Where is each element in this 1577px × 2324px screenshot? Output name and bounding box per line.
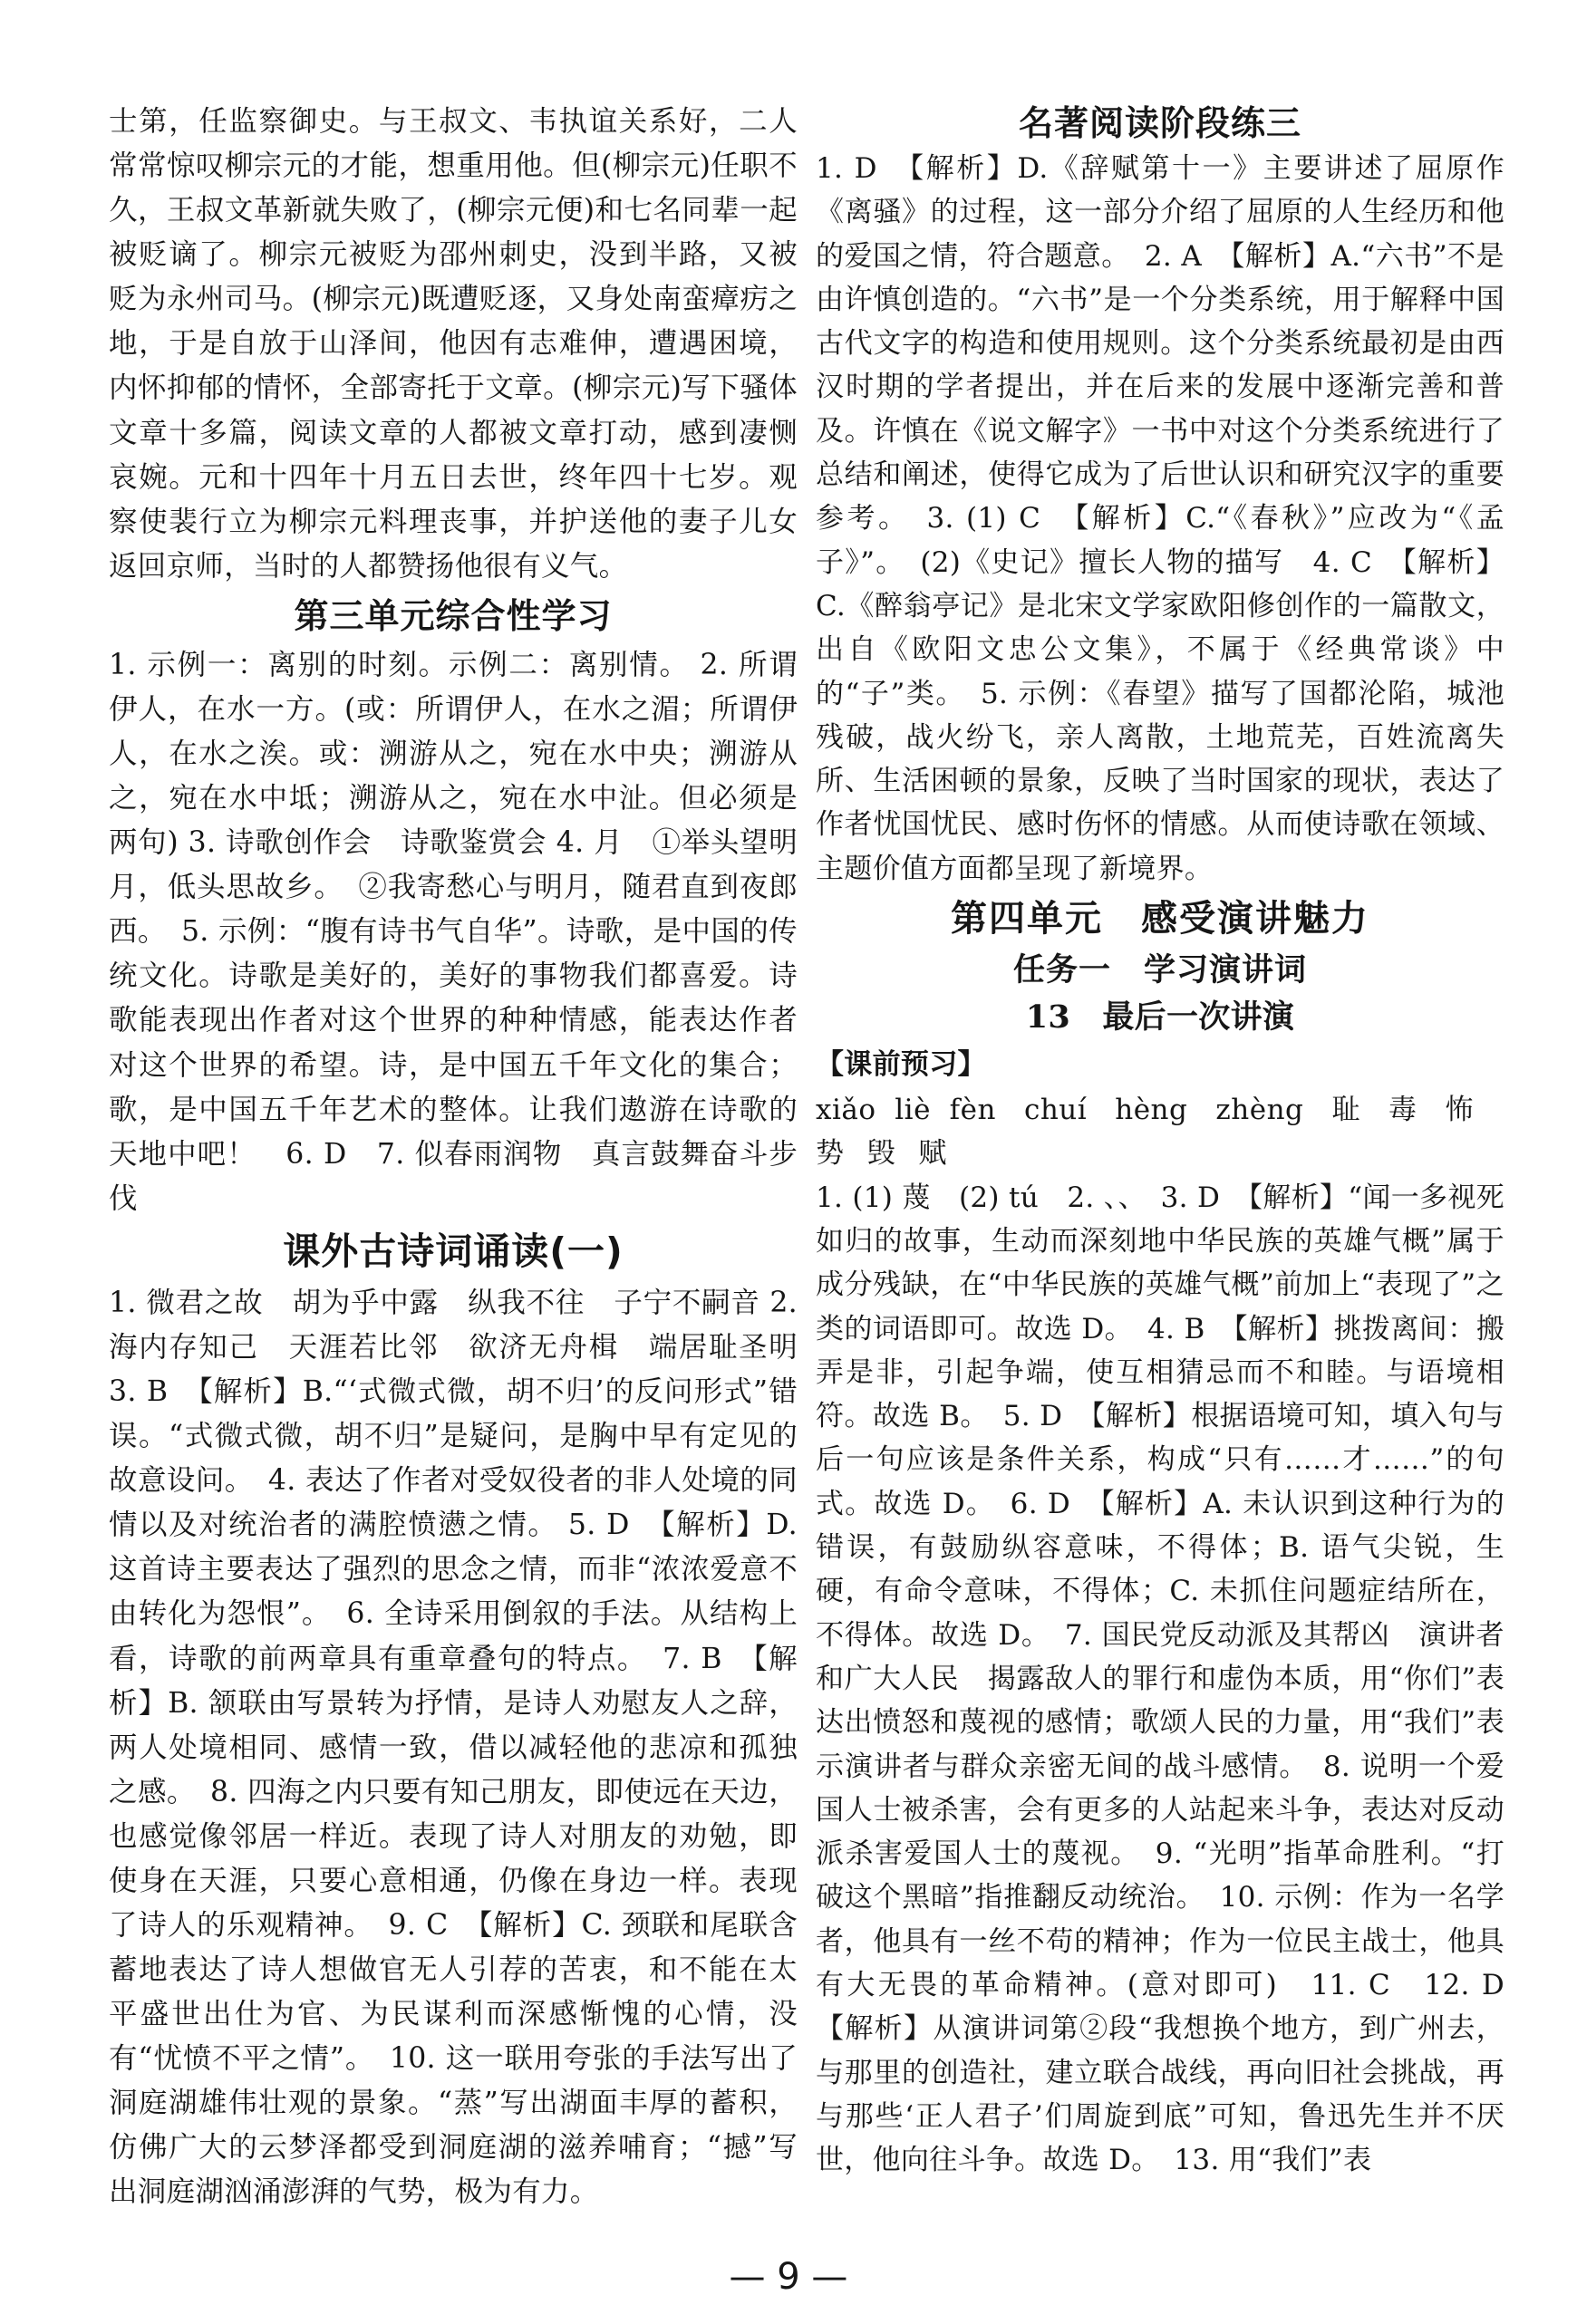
right-column	[816, 100, 1504, 2182]
heading-classics-reading-practice: 名著阅读阶段练三	[1018, 103, 1301, 143]
heading-task1: 任务一 学习演讲词	[1012, 952, 1307, 989]
pinyin-answer-line: xiǎo liè fèn chuí hèng zhèng 耻 毒 怖	[816, 1094, 1475, 1127]
paragraph-lesson13-answers: 1. (1) 蔑 (2) tú 2. 、、 3. D 【解析】“闻一多视死如归的故事，生动而深刻地中华民族的英雄气概”属于成分残缺，在“中华民族的英雄气概”前加上“表现了”之类的词语即可。故选 D。 4. B 【解析】挑拨离间：搬弄是非，引起争端，使互相猜忌而不和睦。与语境相符。故选 B。 5. D 【解析】根据语境可知，填入句与后一句应该是条件关系，构成“只有……才……”的句式。故选 D。 6. D 【解析】A. 未认识到这种行为的错误，有鼓励纵容意味，不得体；B. 语气尖锐，生硬，有命令意味，不得体；C. 未抓住问题症结所在，不得体。故选 D。 7. 国民党反动派及其帮凶 演讲者和广大人民 揭露敌人的罪行和虚伪本质，用“你们”表达出愤怒和蔑视的感情；歌颂人民的力量，用“我们”表示演讲者与群众亲密无间的战斗感情。 8. 说明一个爱国人士被杀害，会有更多的人站起来斗争，表达对反动派杀害爱国人士的蔑视。 9. “光明”指革命胜利。“打破这个黑暗”指推翻反动统治。 10. 示例：作为一名学者，他具有一丝不苟的精神；作为一位民主战士，他具有大无畏的革命精神。(意对即可) 11. C 12. D 【解析】从演讲词第②段“我想换个地方，到广州去，与那里的创造社，建立联合战线，再向旧社会挑战，再与那些‘正人君子’们周旋到底”可知，鲁迅先生并不厌世，他向往斗争。故选 D。 13. 用“我们”表	[816, 1181, 1504, 2177]
paragraph-classics-answers: 1. D 【解析】D.《辞赋第十一》主要讲述了屈原作《离骚》的过程，这一部分介绍了屈原的人生经历和他的爱国之情，符合题意。 2. A 【解析】A.“六书”不是由许慎创造的。“六书”是一个分类系统，用于解释中国古代文字的构造和使用规则。这个分类系统最初是由西汉时期的学者提出，并在后来的发展中逐渐完善和普及。许慎在《说文解字》一书中对这个分类系统进行了总结和阐述，使得它成为了后世认识和研究汉字的重要参考。 3. (1) C 【解析】C.“《春秋》”应改为“《孟子》”。 (2)《史记》擅长人物的描写 4. C 【解析】C.《醉翁亭记》是北宋文学家欧阳修创作的一篇散文，出自《欧阳文忠公文集》，不属于《经典常谈》中的“子”类。 5. 示例：《春望》描写了国都沦陷，城池残破，战火纷飞，亲人离散，土地荒芜，百姓流离失所、生活困顿的景象，反映了当时国家的现状，表达了作者忧国忧民、感时伤怀的情感。从而使诗歌在领域、主题价值方面都呈现了新境界。	[816, 152, 1504, 885]
page-number: — 9 —	[729, 2256, 848, 2298]
paragraph-translation-ending: 士第，任监察御史。与王叔文、韦执谊关系好，二人常常惊叹柳宗元的才能，想重用他。但(柳宗元)任职不久，王叔文革新就失败了，(柳宗元便)和七名同辈一起被贬谪了。柳宗元被贬为邵州刺史，没到半路，又被贬为永州司马。(柳宗元)既遭贬逐，又身处南蛮瘴疠之地，于是自放于山泽间，他因有志难伸，遭遇困境，内怀抑郁的情怀，全部寄托于文章。(柳宗元)写下骚体文章十多篇，阅读文章的人都被文章打动，感到凄恻哀婉。元和十四年十月五日去世，终年四十七岁。观察使裴行立为柳宗元料理丧事，并护送他的妻子儿女返回京师，当时的人都赞扬他很有义气。	[109, 105, 798, 583]
paragraph-unit3-answers: 1. 示例一：离别的时刻。示例二：离别情。 2. 所谓伊人，在水一方。(或：所谓伊人，在水之湄；所谓伊人，在水之涘。或：溯游从之，宛在水中央；溯游从之，宛在水中坻；溯游从之，宛在水中沚。但必须是两句) 3. 诗歌创作会 诗歌鉴赏会 4. 月 ①举头望明月，低头思故乡。 ②我寄愁心与明月，随君直到夜郎西。 5. 示例：“腹有诗书气自华”。诗歌，是中国的传统文化。诗歌是美好的，美好的事物我们都喜爱。诗歌能表现出作者对这个世界的种种情感，能表达作者对这个世界的希望。诗，是中国五千年文化的集合；歌，是中国五千年艺术的整体。让我们遨游在诗歌的天地中吧！ 6. D 7. 似春雨润物 真言鼓舞奋斗步伐	[109, 648, 798, 1215]
paragraph-extracurricular-answers: 1. 微君之故 胡为乎中露 纵我不往 子宁不嗣音 2. 海内存知己 天涯若比邻 欲济无舟楫 端居耻圣明 3. B 【解析】B.“‘式微式微，胡不归’的反问形式”错误。“式微式微，胡不归”是疑问，是胸中早有定见的故意设问。 4. 表达了作者对受奴役者的非人处境的同情以及对统治者的满腔愤懑之情。 5. D 【解析】D. 这首诗主要表达了强烈的思念之情，而非“浓浓爱意不由转化为怨恨”。 6. 全诗采用倒叙的手法。从结构上看，诗歌的前两章具有重章叠句的特点。 7. B 【解析】B. 颔联由写景转为抒情，是诗人劝慰友人之辞，两人处境相同、感情一致，借以减轻他的悲凉和孤独之感。 8. 四海之内只要有知己朋友，即使远在天边，也感觉像邻居一样近。表现了诗人对朋友的劝勉，即使身在天涯，只要心意相通，仍像在身边一样。表现了诗人的乐观精神。 9. C 【解析】C. 颈联和尾联含蓄地表达了诗人想做官无人引荐的苦衷，和不能在太平盛世出仕为官、为民谋利而深感惭愧的心情，没有“忧愤不平之情”。 10. 这一联用夸张的手法写出了洞庭湖雄伟壮观的景象。“蒸”写出湖面丰厚的蓄积，仿佛广大的云梦泽都受到洞庭湖的滋养哺育；“撼”写出洞庭湖汹涌澎湃的气势，极为有力。	[109, 1286, 827, 2209]
left-column	[109, 100, 827, 2215]
heading-extracurricular-poetry: 课外古诗词诵读(一)	[283, 1229, 624, 1273]
heading-unit4: 第四单元 感受演讲魅力	[951, 898, 1369, 940]
hanzi-answer-line: 势 毁 赋	[816, 1137, 949, 1171]
heading-unit3-comprehensive-study: 第三单元综合性学习	[294, 595, 613, 636]
preview-tag: 【课前预习】	[816, 1048, 986, 1082]
heading-lesson13: 13 最后一次讲演	[1025, 998, 1295, 1037]
